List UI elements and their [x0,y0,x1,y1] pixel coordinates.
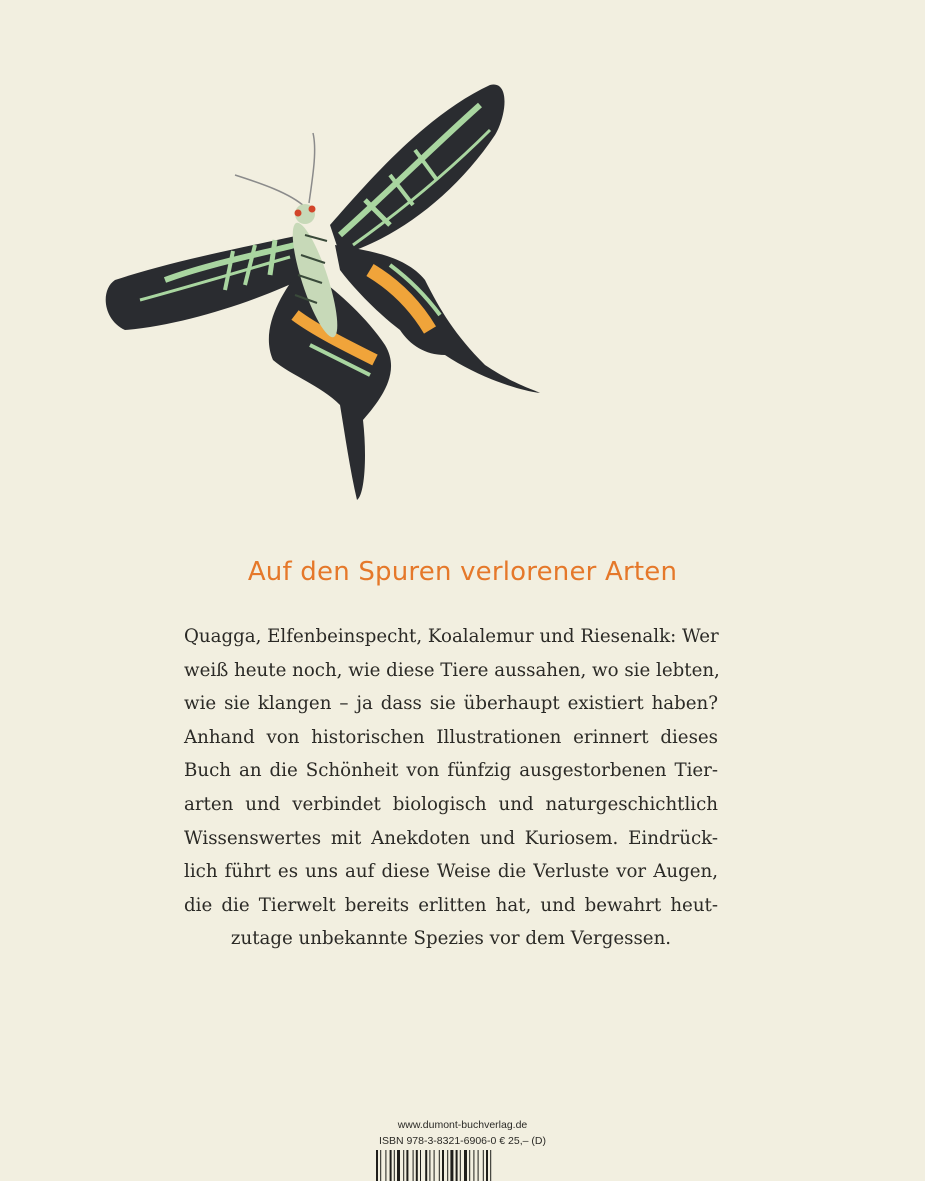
barcode-icon [374,1150,550,1181]
blurb-line: Buch an die Schönheit von fünfzig ausgestorbenen Tier- [184,760,718,782]
blurb-line: Wissenswertes mit Anekdoten und Kuriosem. Eindrück- [184,827,718,849]
blurb-line: lich führt es uns auf diese Weise die Verluste vor Augen, [184,861,718,883]
blurb-line: arten und verbindet biologisch und naturgeschichtlich [184,793,718,815]
isbn-price: ISBN 978-3-8321-6906-0 € 25,– (D) [379,1135,546,1147]
butterfly-icon [95,75,555,505]
publisher-url: www.dumont-buchverlag.de [397,1119,528,1131]
blurb-line: weiß heute noch, wie diese Tiere aussahen, wo sie lebten, [184,659,720,681]
blurb-line: Quagga, Elfenbeinspecht, Koalalemur und Riesenalk: Wer [184,626,719,647]
blurb-line: die die Tierwelt bereits erlitten hat, und bewahrt heut- [184,894,718,916]
blurb-line: zutage unbekannte Spezies vor dem Vergessen. [230,928,672,950]
blurb-text [184,620,718,956]
page-title: Auf den Spuren verlorener Arten [247,557,678,587]
blurb-line: Anhand von historischen Illustrationen erinnert dieses [184,726,718,748]
blurb-line: wie sie klangen – ja dass sie überhaupt existiert haben? [184,693,718,715]
